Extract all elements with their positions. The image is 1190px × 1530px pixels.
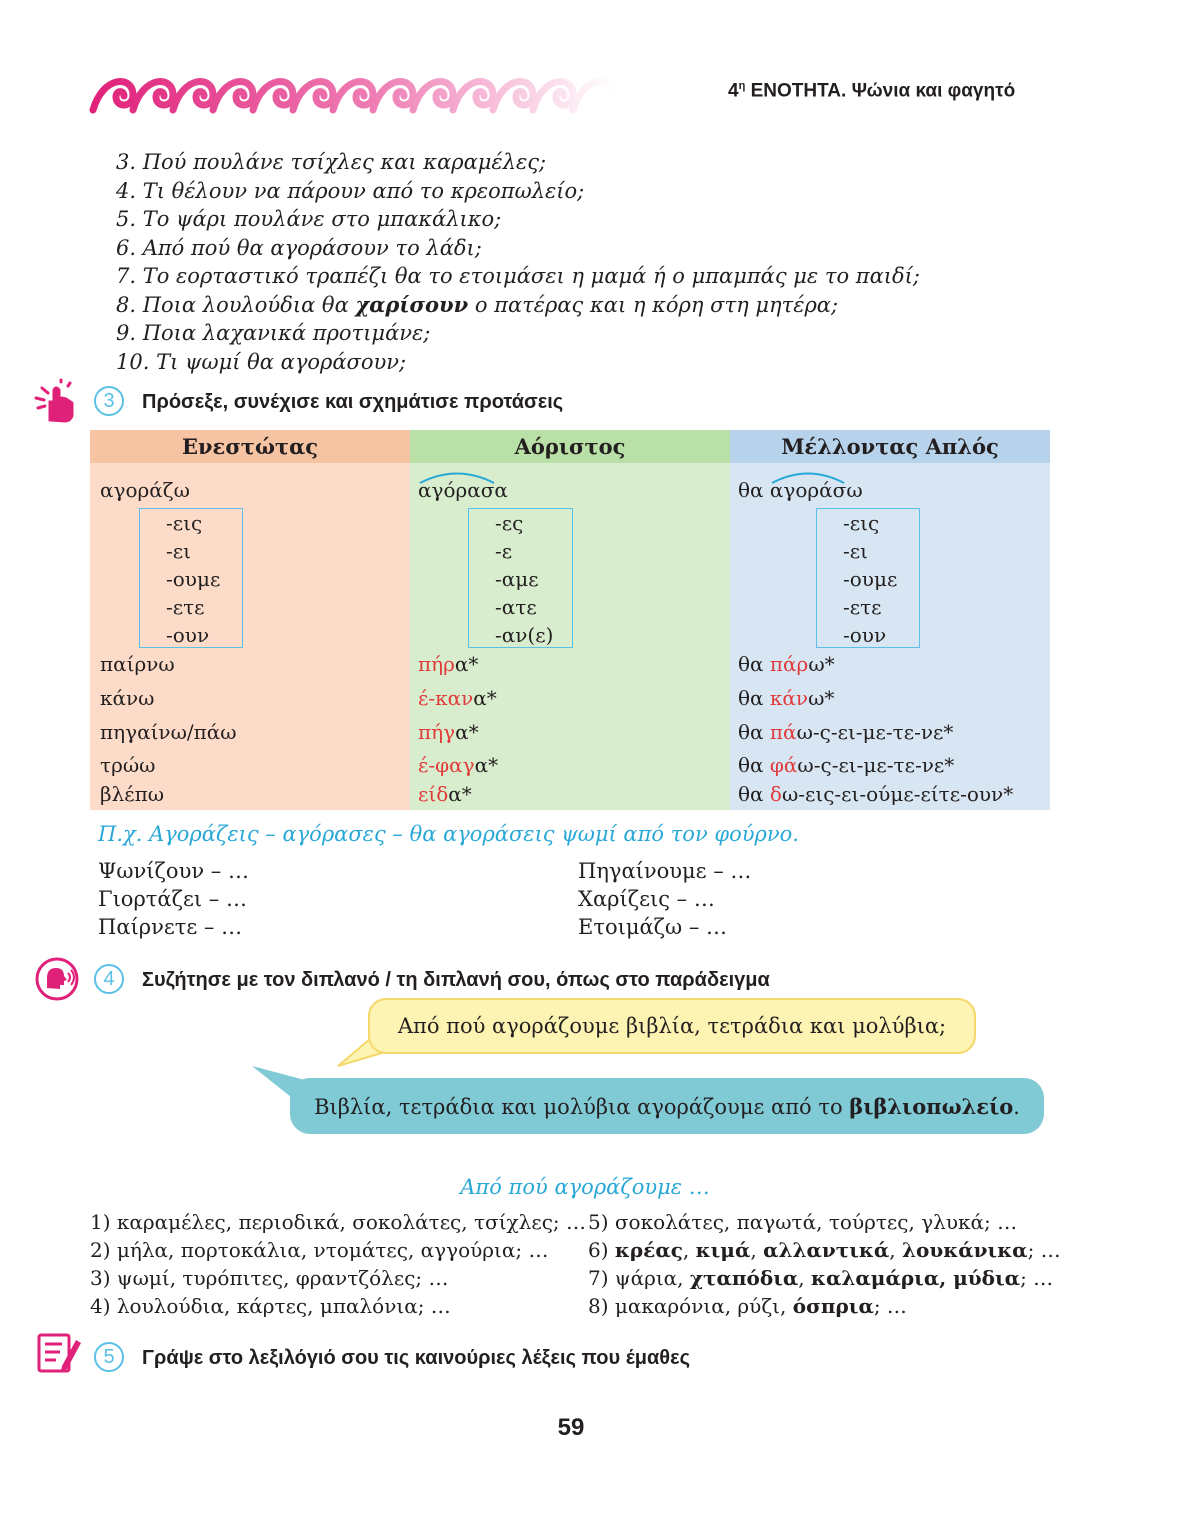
future-verb: [738, 686, 834, 710]
future-particle: θα: [738, 652, 770, 676]
question-item: 10. Τι ψωμί θα αγοράσουν;: [116, 349, 407, 374]
present-column: [90, 430, 410, 810]
bold-word: όσπρια: [792, 1294, 874, 1318]
ending: ω-εις-ει-ούμε-είτε-ουν*: [781, 782, 1014, 806]
endings-box: [468, 508, 573, 648]
future-verb: [738, 478, 863, 502]
ending: -ε: [495, 539, 513, 563]
ending: α*: [455, 720, 479, 744]
stem-red: έ-φαγ: [418, 753, 475, 777]
bold-word: λουκάνικα: [902, 1238, 1028, 1262]
aorist-verb: [418, 720, 479, 744]
future-verb: [738, 720, 953, 744]
stem-red: δ: [769, 782, 782, 806]
ending: ω-ς-ει-με-τε-νε*: [797, 753, 955, 777]
answer-bold-word: βιβλιοπωλείο: [849, 1093, 1014, 1119]
practice-item: Χαρίζεις – …: [578, 887, 715, 911]
practice-item: Πηγαίνουμε – …: [578, 859, 752, 883]
where-item: 3) ψωμί, τυρόπιτες, φραντζόλες; …: [90, 1266, 449, 1290]
ending: -εις: [843, 511, 880, 535]
present-verb: βλέπω: [100, 782, 165, 806]
attention-hand-icon: [32, 378, 78, 424]
question-item: 6. Από πού θα αγοράσουν το λάδι;: [116, 235, 482, 260]
exercise-title: Συζήτησε με τον διπλανό / τη διπλανή σου, όπως στο παράδειγμα: [142, 969, 770, 991]
future-particle: θα: [738, 478, 770, 502]
ending: -ουμε: [843, 567, 898, 591]
stem-red: έ-καν: [418, 686, 474, 710]
present-verb: κάνω: [100, 686, 155, 710]
stem-red: κάν: [769, 686, 809, 710]
bold-word: κρέας: [614, 1238, 683, 1262]
ending: -ει: [166, 539, 191, 563]
present-verb: πηγαίνω/πάω: [100, 720, 237, 744]
unit-number: 4: [728, 80, 739, 102]
question-text: 8. Ποια λουλούδια θα: [116, 292, 356, 317]
ending: α*: [448, 782, 472, 806]
where-item: [588, 1264, 1061, 1292]
practice-item: Παίρνετε – …: [98, 915, 243, 939]
stem-red: πά: [769, 720, 797, 744]
ending: -ες: [495, 511, 524, 535]
present-verb: τρώω: [100, 753, 156, 777]
text: ; …: [873, 1294, 907, 1318]
decorative-wave-border: [88, 70, 628, 120]
practice-right: [578, 857, 751, 941]
answer-text: Βιβλία, τετράδια και μολύβια αγοράζουμε από το: [314, 1094, 850, 1119]
unit-name: ΕΝΟΤΗΤΑ. Ψώνια και φαγητό: [745, 80, 1016, 102]
unit-title: [728, 80, 1015, 102]
ending: ω*: [808, 686, 835, 710]
ending: -ετε: [843, 595, 882, 619]
stem-red: πήγ: [418, 720, 456, 744]
ending: -ει: [843, 539, 868, 563]
where-item: 2) μήλα, πορτοκάλια, ντομάτες, αγγούρια; …: [90, 1238, 549, 1262]
present-verb: αγοράζω: [100, 478, 190, 502]
ending: ω-ς-ει-με-τε-νε*: [796, 720, 954, 744]
where-item: 4) λουλούδια, κάρτες, μπαλόνια; …: [90, 1294, 451, 1318]
ending: -ουν: [166, 623, 210, 647]
aorist-column: [410, 430, 730, 810]
future-stem: αγοράσω: [769, 478, 863, 502]
practice-item: Γιορτάζει – …: [98, 887, 247, 911]
text: 8) μακαρόνια, ρύζι,: [588, 1294, 793, 1318]
text: ; …: [1027, 1238, 1061, 1262]
answer-text: .: [1013, 1094, 1020, 1119]
speech-bubble-question: Από πού αγοράζουμε βιβλία, τετράδια και μολύβια;: [368, 998, 976, 1054]
aorist-verb: [418, 753, 498, 777]
bold-word: αλλαντικά: [763, 1238, 890, 1262]
question-text: ο πατέρας και η κόρη στη μητέρα;: [468, 292, 839, 317]
exercise-number-badge: 3: [94, 386, 124, 416]
aorist-verb: αγόρασα: [418, 478, 508, 502]
exercise-number-badge: 4: [94, 964, 124, 994]
future-verb: [738, 652, 835, 676]
future-particle: θα: [738, 782, 770, 806]
exercise-title: Πρόσεξε, συνέχισε και σχημάτισε προτάσεις: [142, 391, 564, 413]
column-header-aorist: Αόριστος: [410, 430, 730, 463]
ending: α*: [474, 753, 499, 777]
stem-red: πήρ: [418, 652, 455, 676]
example-sentence: Π.χ. Αγοράζεις – αγόρασες – θα αγοράσεις ψωμί από τον φούρνο.: [98, 822, 799, 846]
unit-ordinal: η: [738, 80, 746, 92]
ending: α*: [473, 686, 497, 710]
text: 7) ψάρια,: [588, 1266, 690, 1290]
future-verb: [738, 753, 954, 777]
column-header-present: Ενεστώτας: [90, 430, 410, 463]
aorist-verb: [418, 686, 497, 710]
ending: -ετε: [166, 595, 205, 619]
endings-box: [816, 508, 920, 648]
stem-red: φά: [769, 753, 798, 777]
where-item: [588, 1292, 1061, 1320]
ending: -ουν: [843, 623, 887, 647]
exercise-title: Γράψε στο λεξιλόγιό σου τις καινούριες λέξεις που έμαθες: [142, 1347, 690, 1369]
where-list-left: [90, 1208, 586, 1320]
question-list: [116, 148, 920, 376]
endings-box: [139, 508, 243, 648]
practice-left: [98, 857, 249, 941]
text: ,: [889, 1238, 903, 1262]
question-item: 7. Το εορταστικό τραπέζι θα το ετοιμάσει η μαμά ή ο μπαμπάς με το παιδί;: [116, 264, 920, 288]
stem-red: είδ: [418, 782, 449, 806]
bold-word: χταπόδια: [689, 1266, 799, 1290]
aorist-verb: [418, 782, 472, 806]
where-list-right: [588, 1208, 1061, 1320]
future-verb: [738, 782, 1013, 806]
ending: -αν(ε): [495, 623, 554, 647]
future-particle: θα: [738, 753, 770, 777]
bold-word: κιμά: [695, 1238, 751, 1262]
ending: ω*: [808, 652, 835, 676]
bold-word: καλαμάρια, μύδια: [811, 1266, 1021, 1290]
question-item: 9. Ποια λαχανικά προτιμάνε;: [116, 321, 431, 345]
question-item: 4. Τι θέλουν να πάρουν από το κρεοπωλείο;: [116, 178, 585, 203]
speech-bubble-answer: [290, 1078, 1044, 1134]
question-item: 5. Το ψάρι πουλάνε στο μπακάλικο;: [116, 207, 502, 231]
stem-red: πάρ: [769, 652, 809, 676]
text: ,: [750, 1238, 764, 1262]
speaking-head-icon: [34, 956, 84, 1002]
present-verb: παίρνω: [100, 652, 175, 676]
text: ; …: [1020, 1266, 1054, 1290]
text: 6): [588, 1238, 615, 1262]
ending: -αμε: [495, 567, 539, 591]
question-item: 3. Πού πουλάνε τσίχλες και καραμέλες;: [116, 150, 547, 174]
writing-notebook-icon: [36, 1330, 82, 1376]
question-item: [116, 291, 920, 320]
ending: -ατε: [495, 595, 537, 619]
where-item: 1) καραμέλες, περιοδικά, σοκολάτες, τσίχλες; …: [90, 1210, 586, 1234]
where-item: [588, 1236, 1061, 1264]
exercise-number-badge: 5: [94, 1342, 124, 1372]
aorist-verb: [418, 652, 478, 676]
text: ,: [682, 1238, 696, 1262]
column-header-future: Μέλλοντας Απλός: [730, 430, 1050, 463]
future-column: [730, 430, 1050, 810]
where-item: 5) σοκολάτες, παγωτά, τούρτες, γλυκά; …: [588, 1210, 1018, 1234]
ending: α*: [454, 652, 479, 676]
future-particle: θα: [738, 720, 770, 744]
ending: -ουμε: [166, 567, 221, 591]
future-particle: θα: [738, 686, 770, 710]
text: ,: [798, 1266, 812, 1290]
question-bold-word: χαρίσουν: [355, 291, 469, 317]
conjugation-table: [90, 430, 1050, 810]
practice-item: Ψωνίζουν – …: [98, 859, 249, 883]
page-number: 59: [557, 1414, 585, 1441]
practice-item: Ετοιμάζω – …: [578, 915, 728, 939]
ending: -εις: [166, 511, 203, 535]
subsection-heading: Από πού αγοράζουμε …: [460, 1175, 710, 1199]
